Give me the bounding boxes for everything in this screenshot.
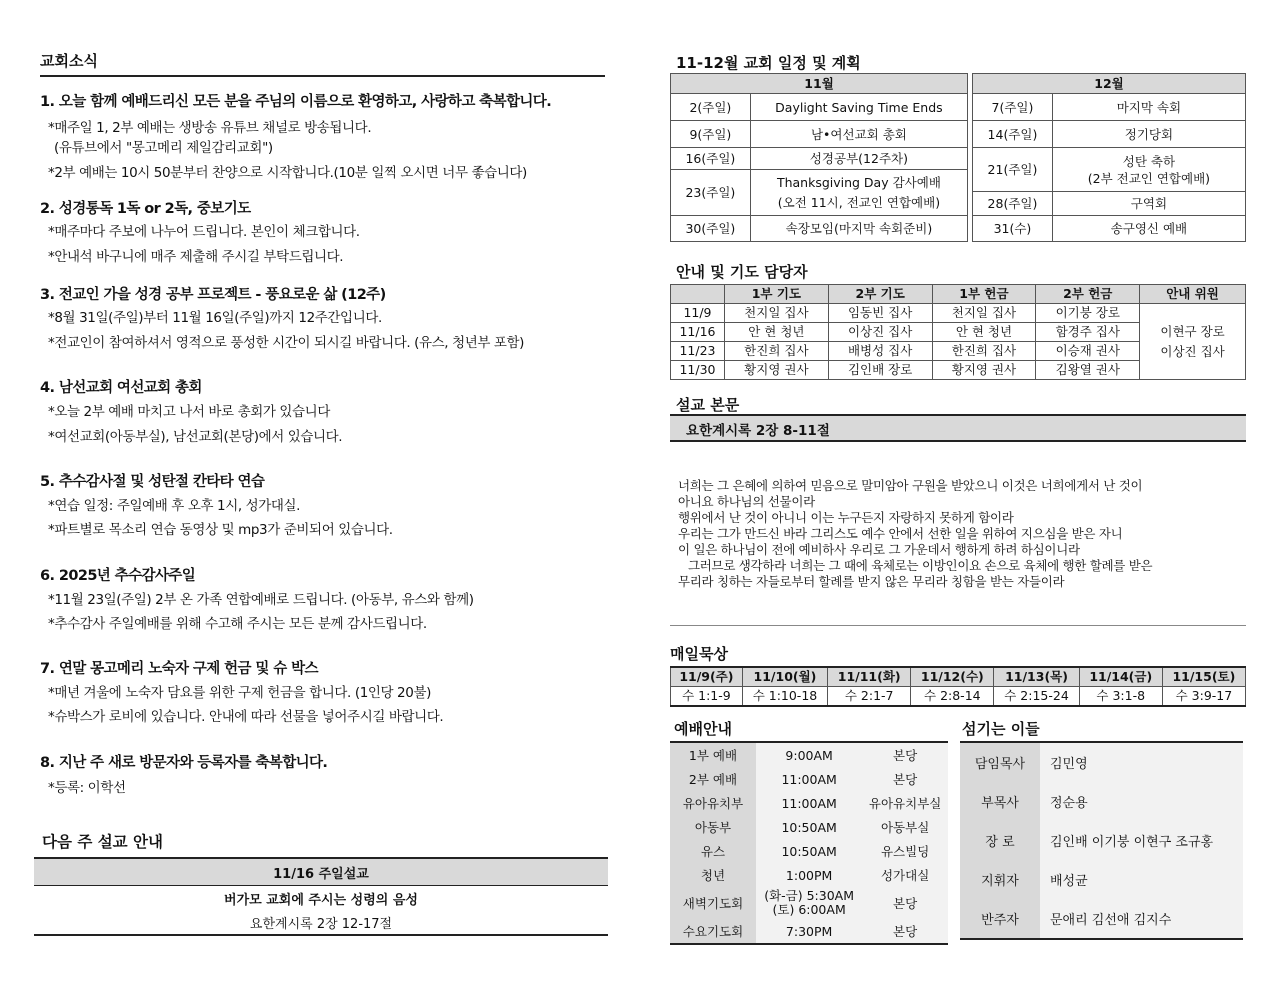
prayer-header: 2부 헌금 [1036, 285, 1140, 304]
schedule-event-line: Thanksgiving Day 감사예배 [776, 174, 941, 190]
schedule-date: 31(수) [973, 216, 1053, 242]
scripture-line: 무리라 칭하는 자들로부터 할례를 받지 않은 무리라 칭함을 받는 자들이라 [678, 574, 1065, 589]
worship-name: 아동부 [670, 815, 756, 839]
schedule-event-line: (오전 11시, 전교인 연합예배) [777, 194, 941, 210]
news-item-line: *추수감사 주일예배를 위해 수고해 주시는 모든 분께 감사드립니다. [48, 616, 427, 632]
schedule-date: 14(주일) [973, 121, 1053, 148]
scripture-line: 아니요 하나님의 선물이라 [678, 494, 815, 509]
schedule-title: 11-12월 교회 일정 및 계획 [676, 54, 861, 72]
schedule-date: 23(주일) [671, 170, 751, 216]
worship-time: 9:00AM [785, 747, 833, 763]
worship-table [670, 741, 948, 945]
news-item-line: *2부 예배는 10시 50분부터 찬양으로 시작합니다.(10분 일찍 오시면 너무 좋습니다) [48, 165, 527, 181]
server-role: 장 로 [960, 821, 1040, 860]
schedule-table [670, 73, 1246, 242]
worship-name: 유아유치부 [670, 791, 756, 815]
prayer-cell: 안 현 청년 [932, 323, 1036, 342]
daily-day: 11/13(목) [994, 667, 1079, 687]
news-item-heading: 1. 오늘 함께 예배드리신 모든 분을 주님의 이름으로 환영하고, 사랑하고 축복합니다. [40, 94, 552, 110]
prayer-date: 11/9 [671, 304, 725, 323]
prayer-cell: 김왕열 권사 [1036, 361, 1140, 380]
news-item-line: *매주마다 주보에 나누어 드립니다. 본인이 체크합니다. [48, 224, 360, 240]
schedule-event: 송구영신 예배 [1052, 216, 1245, 242]
news-item-line: (유튜브에서 "몽고메리 제일감리교회") [54, 140, 273, 156]
schedule-event: 구역회 [1052, 192, 1245, 216]
schedule-event: 마지막 속회 [1052, 94, 1245, 121]
daily-day: 11/10(월) [742, 667, 827, 687]
table-row [670, 919, 948, 944]
worship-time-line: (화-금) 5:30AM [764, 888, 855, 903]
daily-title: 매일묵상 [670, 645, 728, 663]
worship-name: 2부 예배 [670, 767, 756, 791]
worship-time: 11:00AM [781, 795, 837, 811]
table-row [670, 791, 948, 815]
schedule-date: 28(주일) [973, 192, 1053, 216]
table-row [670, 887, 948, 919]
daily-day: 11/15(토) [1162, 667, 1245, 687]
worship-place: 아동부실 [880, 820, 930, 835]
scripture-line: 우리는 그가 만드신 바라 그리스도 예수 안에서 선한 일을 위하여 지으심을 받은 자니 [678, 526, 1123, 541]
schedule-event-line: 성탄 축하 [1122, 153, 1176, 169]
worship-place: 본당 [862, 919, 948, 944]
prayer-cell: 김인배 장로 [828, 361, 932, 380]
worship-name: 청년 [670, 863, 756, 887]
schedule-date: 9(주일) [671, 121, 751, 148]
server-role: 부목사 [960, 782, 1040, 821]
schedule-event [1052, 148, 1245, 192]
servers-title: 섬기는 이들 [962, 720, 1040, 738]
prayer-cell: 천지일 집사 [724, 304, 828, 323]
daily-day: 11/12(수) [911, 667, 994, 687]
daily-verse: 수 1:1-9 [671, 687, 743, 707]
schedule-event: 속장모임(마지막 속회준비) [750, 216, 967, 242]
news-item-1 [40, 90, 610, 185]
server-names: 김민영 [1040, 742, 1243, 782]
next-sermon-name: 버가모 교회에 주시는 성령의 음성 [224, 892, 418, 908]
news-item-line: *매주일 1, 2부 예배는 생방송 유튜브 채널로 방송됩니다. [48, 120, 372, 136]
prayer-date: 11/16 [671, 323, 725, 342]
news-item-line: *안내석 바구니에 매주 제출해 주시길 부탁드립니다. [48, 249, 344, 265]
worship-place: 본당 [893, 748, 918, 763]
schedule-date: 21(주일) [973, 148, 1053, 192]
news-item-heading: 2. 성경통독 1독 or 2독, 중보기도 [40, 201, 251, 217]
news-item-line: *연습 일정: 주일예배 후 오후 1시, 성가대실. [48, 498, 301, 514]
worship-time: 10:50AM [781, 819, 837, 835]
daily-day: 11/11(화) [828, 667, 911, 687]
schedule-event: 성경공부(12주차) [750, 148, 967, 170]
prayer-header: 안내 위원 [1140, 285, 1246, 304]
table-row [670, 839, 948, 863]
usher-name: 이상진 집사 [1160, 343, 1225, 359]
news-item-5 [40, 470, 610, 540]
worship-place: 본당 [893, 896, 918, 911]
worship-place: 유아유치부실 [868, 796, 942, 811]
december-header: 12월 [973, 74, 1246, 94]
server-role: 지휘자 [960, 860, 1040, 899]
daily-meditation-table [670, 666, 1246, 707]
news-item-2 [40, 197, 610, 267]
daily-verse: 수 2:15-24 [994, 687, 1079, 707]
sermon-reference-bar [670, 414, 1246, 442]
worship-time: 10:50AM [781, 843, 837, 859]
news-item-line: *오늘 2부 예배 마치고 나서 바로 총회가 있습니다 [48, 404, 330, 420]
schedule-date: 7(주일) [973, 94, 1053, 121]
news-item-line: *전교인이 참여하셔서 영적으로 풍성한 시간이 되시길 바랍니다. (유스, 청년부 포함) [48, 335, 525, 351]
scripture-line: 행위에서 난 것이 아니니 이는 누구든지 자랑하지 못하게 함이라 [678, 510, 1014, 525]
news-item-heading: 5. 추수감사절 및 성탄절 칸타타 연습 [40, 474, 265, 490]
worship-name: 새벽기도회 [670, 887, 756, 919]
prayer-title: 안내 및 기도 담당자 [676, 263, 808, 281]
news-item-heading: 4. 남선교회 여선교회 총회 [40, 380, 202, 396]
scripture-line: 그러므로 생각하라 너희는 그 때에 육체로는 이방인이요 손으로 육체에 행한 할례를 받은 [688, 558, 1153, 573]
server-role: 반주자 [960, 899, 1040, 939]
news-item-heading: 6. 2025년 추수감사주일 [40, 568, 196, 584]
worship-time: 11:00AM [781, 771, 837, 787]
usher-name: 이현구 장로 [1160, 323, 1225, 339]
schedule-date: 2(주일) [671, 94, 751, 121]
prayer-table [670, 284, 1246, 380]
server-names: 김인배 이기붕 이현구 조규홍 [1040, 821, 1243, 860]
server-names: 문애리 김선애 김지수 [1040, 899, 1243, 939]
server-names: 정순용 [1040, 782, 1243, 821]
worship-time [756, 887, 862, 919]
daily-verse: 수 3:1-8 [1079, 687, 1162, 707]
news-item-line: *등록: 이학선 [48, 780, 126, 796]
prayer-cell: 한진희 집사 [932, 342, 1036, 361]
daily-day: 11/9(주) [671, 667, 743, 687]
server-names: 배성균 [1040, 860, 1243, 899]
prayer-header: 1부 헌금 [932, 285, 1036, 304]
sermon-text-title: 설교 본문 [676, 396, 740, 414]
table-row [671, 304, 1246, 323]
prayer-header: 2부 기도 [828, 285, 932, 304]
schedule-event: Daylight Saving Time Ends [750, 94, 967, 121]
news-item-line: *8월 31일(주일)부터 11월 16일(주일)까지 12주간입니다. [48, 310, 382, 326]
news-item-line: *여선교회(아동부실), 남선교회(본당)에서 있습니다. [48, 429, 343, 445]
schedule-event-line: (2부 전교인 연합예배) [1087, 170, 1211, 186]
schedule-date: 16(주일) [671, 148, 751, 170]
prayer-cell: 안 현 청년 [724, 323, 828, 342]
worship-time: 7:30PM [756, 919, 862, 944]
news-item-heading: 7. 연말 몽고메리 노숙자 구제 헌금 및 슈 박스 [40, 661, 318, 677]
table-row [960, 899, 1243, 939]
news-item-line: *매년 겨울에 노숙자 담요를 위한 구제 헌금을 합니다. (1인당 20불) [48, 685, 431, 701]
daily-verse: 수 1:10-18 [742, 687, 827, 707]
news-item-6 [40, 564, 610, 634]
prayer-cell: 이기붕 장로 [1036, 304, 1140, 323]
worship-time: 1:00PM [785, 867, 833, 883]
servers-table [960, 741, 1243, 940]
news-item-4 [40, 376, 610, 446]
schedule-event: 남•여선교회 총회 [750, 121, 967, 148]
news-item-3 [40, 283, 610, 353]
divider [670, 625, 1246, 626]
prayer-cell: 이상진 집사 [828, 323, 932, 342]
worship-place: 유스빌딩 [880, 844, 930, 859]
next-sermon-table [34, 857, 608, 936]
news-section-title: 교회소식 [40, 50, 605, 77]
next-sermon-date: 11/16 주일설교 [34, 858, 608, 886]
daily-verse: 수 2:1-7 [828, 687, 911, 707]
news-item-heading: 3. 전교인 가을 성경 공부 프로젝트 - 풍요로운 삶 (12주) [40, 287, 386, 303]
schedule-date: 30(주일) [671, 216, 751, 242]
prayer-cell: 임동빈 집사 [828, 304, 932, 323]
prayer-header: 1부 기도 [724, 285, 828, 304]
prayer-cell: 천지일 집사 [932, 304, 1036, 323]
worship-name: 수요기도회 [670, 919, 756, 944]
scripture-line: 너희는 그 은혜에 의하여 믿음으로 말미암아 구원을 받았으니 이것은 너희에게서 난 것이 [678, 478, 1143, 493]
server-role: 담임목사 [960, 742, 1040, 782]
daily-verse: 수 2:8-14 [911, 687, 994, 707]
prayer-cell: 황지영 권사 [932, 361, 1036, 380]
sermon-reference: 요한계시록 2장 8-11절 [686, 423, 830, 439]
news-item-heading: 8. 지난 주 새로 방문자와 등록자를 축복합니다. [40, 755, 328, 771]
daily-verse: 수 3:9-17 [1162, 687, 1245, 707]
worship-name: 유스 [670, 839, 756, 863]
worship-name: 1부 예배 [670, 742, 756, 767]
left-column [40, 0, 610, 989]
table-row [670, 815, 948, 839]
prayer-cell: 함경주 집사 [1036, 323, 1140, 342]
prayer-date: 11/23 [671, 342, 725, 361]
worship-time-line: (토) 6:00AM [772, 902, 846, 917]
news-item-line: *11월 23일(주일) 2부 온 가족 연합예배로 드립니다. (아동부, 유스와 함께) [48, 592, 474, 608]
schedule-event: 정기당회 [1052, 121, 1245, 148]
table-row [670, 742, 948, 767]
scripture-line: 이 일은 하나님이 전에 예비하사 우리로 그 가운데서 행하게 하려 하심이니라 [678, 542, 1080, 557]
prayer-cell: 이승재 권사 [1036, 342, 1140, 361]
next-sermon-title: 다음 주 설교 안내 [42, 833, 164, 851]
news-item-7 [40, 657, 610, 727]
prayer-cell: 황지영 권사 [724, 361, 828, 380]
worship-place: 본당 [893, 772, 918, 787]
table-row [960, 782, 1243, 821]
november-header: 11월 [671, 74, 968, 94]
daily-day: 11/14(금) [1079, 667, 1162, 687]
prayer-cell: 한진희 집사 [724, 342, 828, 361]
schedule-event [750, 170, 967, 216]
table-row [670, 863, 948, 887]
prayer-date: 11/30 [671, 361, 725, 380]
worship-title: 예배안내 [674, 720, 732, 738]
ushers-cell [1140, 304, 1246, 380]
table-row [960, 821, 1243, 860]
news-item-8 [40, 751, 610, 799]
table-row [670, 767, 948, 791]
news-item-line: *파트별로 목소리 연습 동영상 및 mp3가 준비되어 있습니다. [48, 522, 393, 538]
table-row [960, 742, 1243, 782]
next-sermon-scripture: 요한계시록 2장 12-17절 [34, 910, 608, 935]
worship-place: 성가대실 [880, 868, 930, 883]
news-item-line: *슈박스가 로비에 있습니다. 안내에 따라 선물을 넣어주시길 바랍니다. [48, 709, 444, 725]
table-row [960, 860, 1243, 899]
prayer-cell: 배병성 집사 [828, 342, 932, 361]
